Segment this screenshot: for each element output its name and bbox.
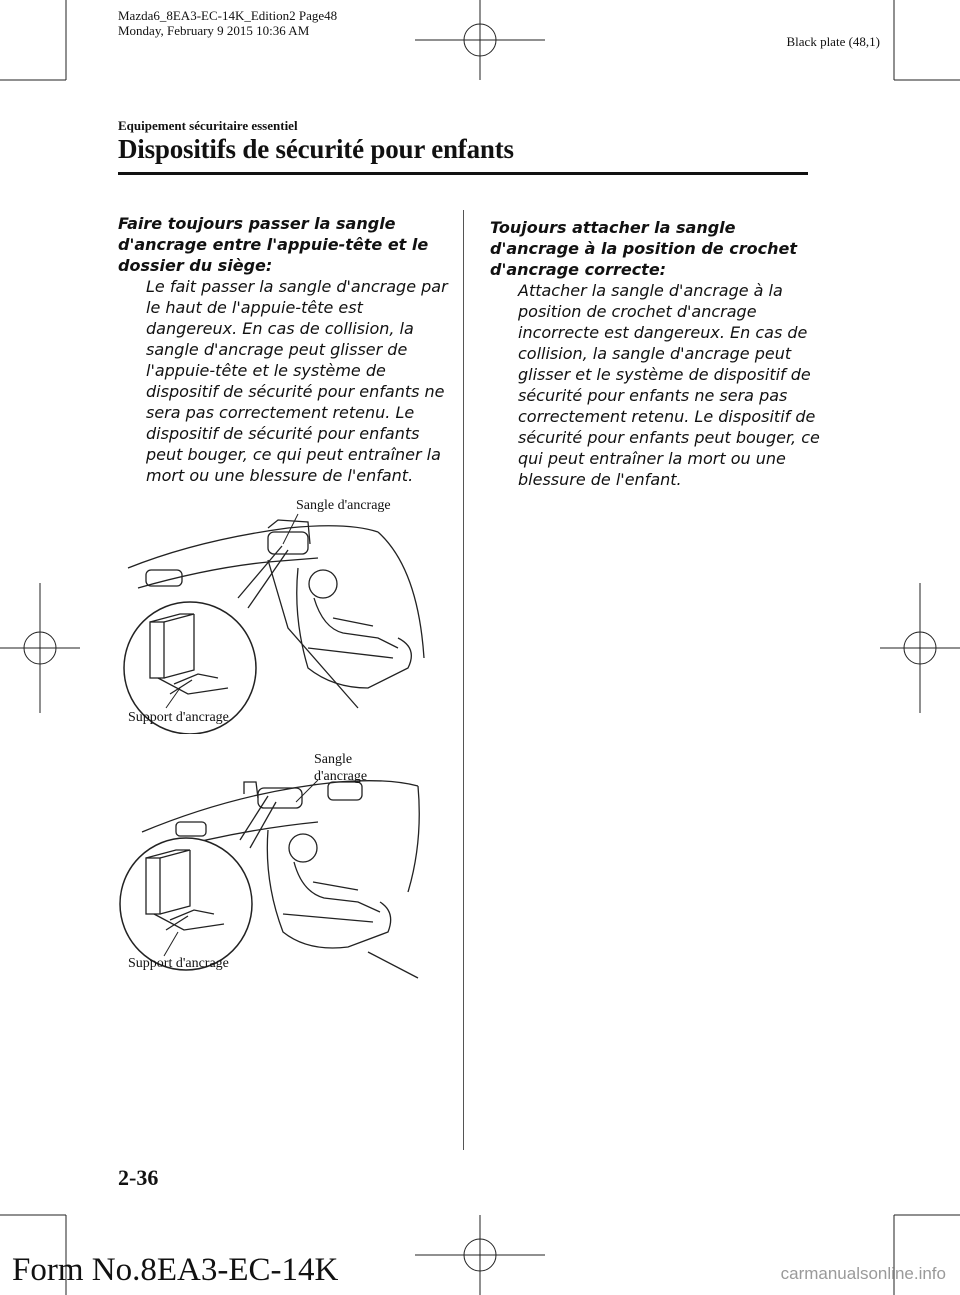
page-number: 2-36 <box>118 1165 159 1190</box>
registration-mark-right <box>880 583 960 713</box>
figure-1-support-label: Support d'ancrage <box>128 710 229 725</box>
plate-info: Black plate (48,1) <box>786 34 880 49</box>
left-warning-body: Le fait passer la sangle d'ancrage par le haut de l'appuie-tête est dangereux. En cas de collision, la sangle d'ancrage peut glisser de l'appuie-tête et le système de dispositif de sécurité pour enfants ne sera pas correctement retenu. Le dispositif de sécurité pour enfants peut bouger, ce qui peut entraîner la mort ou une blessure de l'enfant. <box>146 277 448 485</box>
registration-mark-top <box>415 0 545 80</box>
figure-2-strap-label-line1: Sangle <box>314 752 353 767</box>
left-warning <box>118 213 448 486</box>
figure-1-strap-label: Sangle d'ancrage <box>296 498 391 513</box>
column-divider <box>463 210 464 1150</box>
right-warning-heading: Toujours attacher la sangle d'ancrage à la position de crochet d'ancrage correcte: <box>490 218 797 279</box>
section-label: Equipement sécuritaire essentiel <box>118 118 298 133</box>
print-header <box>118 8 337 38</box>
watermark: carmanualsonline.info <box>780 1264 946 1283</box>
figure-1-drawing <box>118 498 430 734</box>
print-file-line: Mazda6_8EA3-EC-14K_Edition2 Page48 <box>118 8 338 23</box>
title-rule <box>118 172 808 175</box>
figure-tether-over-headrest <box>118 498 430 734</box>
figure-2-drawing <box>118 752 430 984</box>
registration-mark-left <box>0 583 80 713</box>
right-warning <box>490 217 820 490</box>
figure-2-strap-label-line2: d'ancrage <box>314 769 368 784</box>
page-title: Dispositifs de sécurité pour enfants <box>118 134 514 164</box>
left-warning-heading: Faire toujours passer la sangle d'ancrage entre l'appuie-tête et le dossier du siège: <box>118 214 429 275</box>
print-date-line: Monday, February 9 2015 10:36 AM <box>118 23 310 38</box>
figure-2-support-label: Support d'ancrage <box>128 956 229 971</box>
right-warning-body: Attacher la sangle d'ancrage à la position de crochet d'ancrage incorrecte est dangereux. En cas de collision, la sangle d'ancrage peut glisser et le système de dispositif de sécurité pour enfants ne sera pas correctement retenu. Le dispositif de sécurité pour enfants peut bouger, ce qui peut entraîner la mort ou une blessure de l'enfant. <box>518 281 820 489</box>
registration-mark-bottom <box>415 1215 545 1295</box>
form-number: Form No.8EA3-EC-14K <box>12 1252 339 1288</box>
figure-tether-correct-hook <box>118 752 430 984</box>
